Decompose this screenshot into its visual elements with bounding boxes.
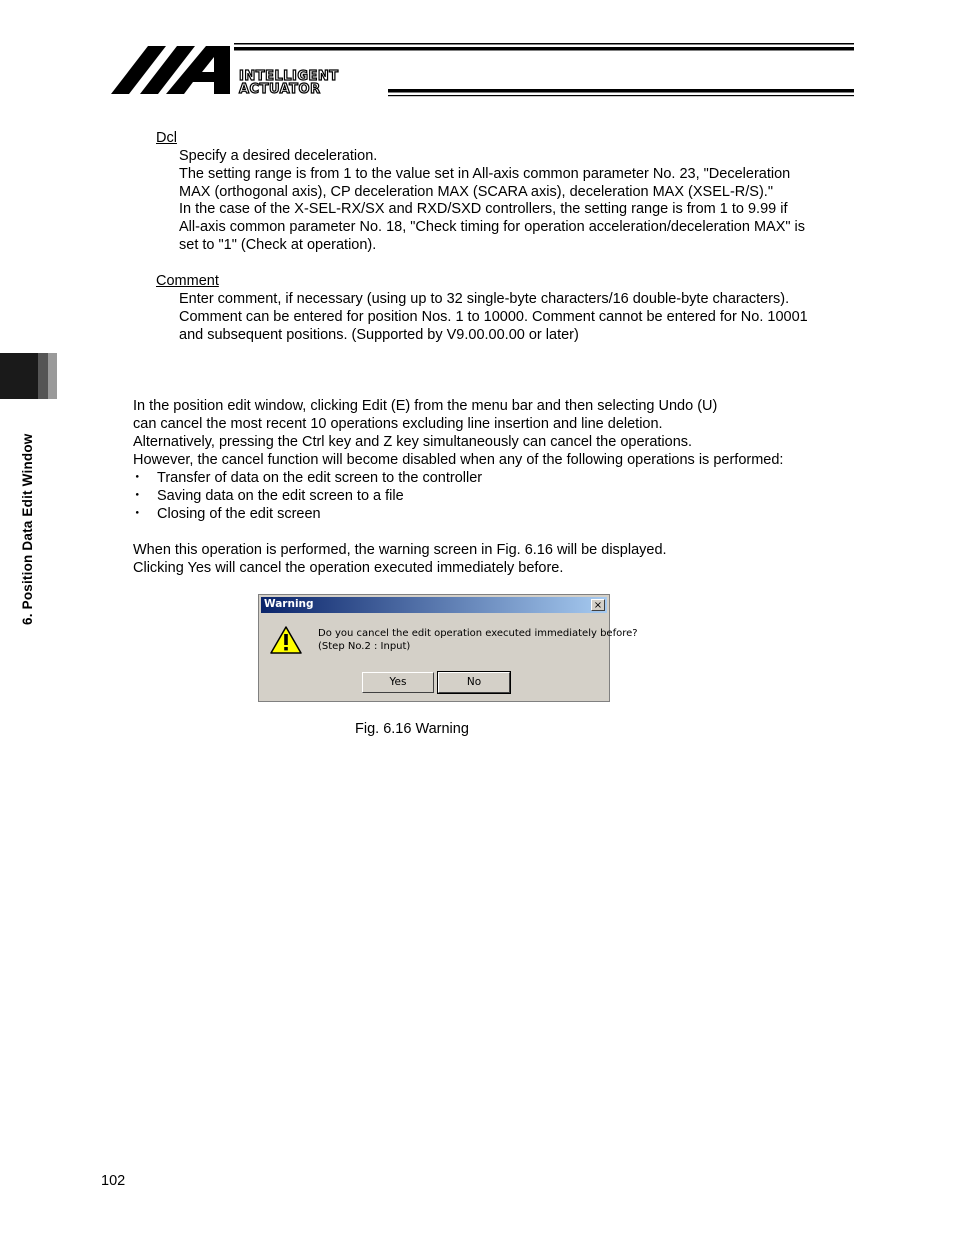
yes-button[interactable]: Yes: [362, 672, 434, 693]
comment-heading: Comment: [156, 273, 219, 289]
warning-dialog: [258, 594, 638, 702]
bullet-item: Closing of the edit screen: [157, 506, 321, 522]
bullet-marker: ・: [130, 506, 145, 522]
logo-mark: [108, 40, 858, 100]
body-line: When this operation is performed, the warning screen in Fig. 6.16 will be displayed.: [133, 542, 667, 558]
body-line: Clicking Yes will cancel the operation executed immediately before.: [133, 560, 564, 576]
page-number: 102: [101, 1173, 126, 1189]
dcl-heading: Dcl: [156, 130, 177, 146]
figure-caption: Fig. 6.16 Warning: [355, 721, 469, 737]
chapter-label: 6. Position Data Edit Window: [20, 433, 35, 625]
bullet-item: Transfer of data on the edit screen to the controller: [157, 470, 483, 486]
body-line: Alternatively, pressing the Ctrl key and Z key simultaneously can cancel the operations.: [133, 434, 693, 450]
brand-line-1: INTELLIGENT: [239, 69, 339, 84]
company-logo: [108, 40, 858, 100]
chapter-tab-stripe: [38, 353, 48, 399]
bullet-item: Saving data on the edit screen to a file: [157, 488, 404, 504]
chapter-tab-stripe-light: [48, 353, 57, 399]
body-line: However, the cancel function will become disabled when any of the following operations is performed:: [133, 452, 784, 468]
brand-line-2: ACTUATOR: [239, 82, 321, 97]
dcl-line: set to "1" (Check at operation).: [179, 237, 377, 253]
warning-icon: [269, 625, 303, 655]
dcl-line: Specify a desired deceleration.: [179, 148, 378, 164]
dialog-message-line: Do you cancel the edit operation executed immediately before?: [318, 628, 638, 639]
close-button[interactable]: ×: [591, 599, 605, 611]
dcl-line: All-axis common parameter No. 18, "Check timing for operation acceleration/deceleration MAX" is: [179, 219, 806, 235]
bullet-marker: ・: [130, 470, 145, 486]
dialog-titlebar: [261, 597, 607, 613]
dcl-line: MAX (orthogonal axis), CP deceleration MAX (SCARA axis), deceleration MAX (XSEL-R/S).": [179, 184, 773, 200]
body-line: In the position edit window, clicking Edit (E) from the menu bar and then selecting Undo (U): [133, 398, 718, 414]
dialog-title: Warning: [264, 598, 314, 610]
comment-line: Comment can be entered for position Nos. 1 to 10000. Comment cannot be entered for No. 10001: [179, 309, 808, 325]
dcl-line: The setting range is from 1 to the value set in All-axis common parameter No. 23, "Deceleration: [179, 166, 791, 182]
dialog-message-line: (Step No.2 : Input): [318, 640, 411, 652]
dialog-message: [318, 628, 638, 653]
comment-line: Enter comment, if necessary (using up to 32 single-byte characters/16 double-byte characters).: [179, 291, 790, 307]
dcl-line: In the case of the X-SEL-RX/SX and RXD/SXD controllers, the setting range is from 1 to 9.99 if: [179, 201, 788, 217]
bullet-marker: ・: [130, 488, 145, 504]
body-line: can cancel the most recent 10 operations excluding line insertion and line deletion.: [133, 416, 663, 432]
comment-line: and subsequent positions. (Supported by V9.00.00.00 or later): [179, 327, 579, 343]
no-button[interactable]: No: [438, 672, 510, 693]
chapter-tab: [0, 353, 38, 399]
